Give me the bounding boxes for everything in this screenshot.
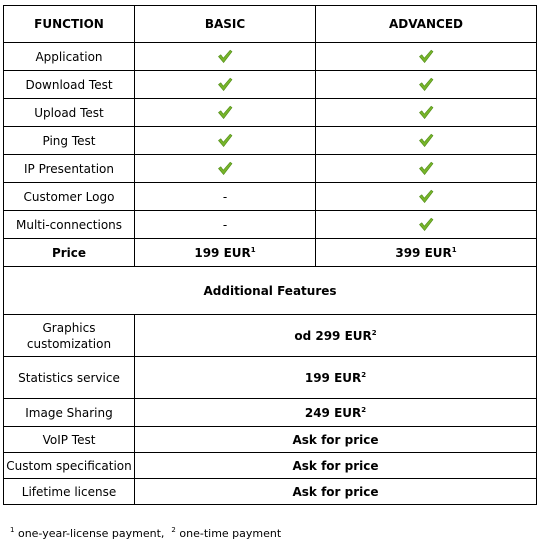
feature-row bbox=[4, 71, 537, 99]
check-icon bbox=[217, 133, 233, 148]
additional-name: Custom specification bbox=[4, 453, 135, 479]
footnote-text-1: one-year-license payment, bbox=[14, 527, 165, 540]
footnote-mark-2: 2 bbox=[171, 526, 176, 534]
additional-price bbox=[135, 453, 537, 479]
basic-price bbox=[135, 239, 316, 267]
feature-row bbox=[4, 43, 537, 71]
additional-name: VoIP Test bbox=[4, 427, 135, 453]
additional-price-value: Ask for price bbox=[292, 484, 379, 499]
basic-value bbox=[135, 155, 316, 183]
advanced-value bbox=[316, 71, 537, 99]
advanced-value bbox=[316, 43, 537, 71]
footnote bbox=[10, 527, 281, 540]
check-icon bbox=[418, 77, 434, 92]
additional-price-note: 2 bbox=[361, 405, 367, 414]
feature-row bbox=[4, 99, 537, 127]
feature-row bbox=[4, 211, 537, 239]
additional-price-value: Ask for price bbox=[292, 458, 379, 473]
feature-name: Customer Logo bbox=[4, 183, 135, 211]
basic-price-value: 199 EUR bbox=[194, 245, 251, 260]
header-row bbox=[4, 6, 537, 43]
advanced-price-value: 399 EUR bbox=[395, 245, 452, 260]
check-icon bbox=[418, 105, 434, 120]
feature-name: Download Test bbox=[4, 71, 135, 99]
additional-price bbox=[135, 315, 537, 357]
additional-price-value: od 299 EUR bbox=[294, 328, 372, 343]
feature-row bbox=[4, 127, 537, 155]
additional-row bbox=[4, 357, 537, 399]
additional-price bbox=[135, 427, 537, 453]
price-row bbox=[4, 239, 537, 267]
additional-price-value: Ask for price bbox=[292, 432, 379, 447]
additional-row bbox=[4, 479, 537, 505]
check-icon bbox=[418, 133, 434, 148]
advanced-value bbox=[316, 127, 537, 155]
feature-row bbox=[4, 155, 537, 183]
footnote-text-2: one-time payment bbox=[175, 527, 282, 540]
check-icon bbox=[217, 161, 233, 176]
check-icon bbox=[217, 77, 233, 92]
additional-name: Lifetime license bbox=[4, 479, 135, 505]
price-label: Price bbox=[4, 239, 135, 267]
additional-price-value: 199 EUR bbox=[304, 370, 362, 385]
advanced-value bbox=[316, 211, 537, 239]
additional-price bbox=[135, 479, 537, 505]
basic-value: - bbox=[135, 183, 316, 211]
additional-row bbox=[4, 399, 537, 427]
additional-row bbox=[4, 453, 537, 479]
check-icon bbox=[418, 49, 434, 64]
basic-value bbox=[135, 43, 316, 71]
additional-price-note: 2 bbox=[371, 328, 377, 337]
additional-price bbox=[135, 399, 537, 427]
additional-name: Statistics service bbox=[4, 357, 135, 399]
basic-value bbox=[135, 99, 316, 127]
header-basic: BASIC bbox=[135, 6, 316, 43]
feature-name: Ping Test bbox=[4, 127, 135, 155]
header-function: FUNCTION bbox=[4, 6, 135, 43]
check-icon bbox=[418, 161, 434, 176]
check-icon bbox=[418, 189, 434, 204]
basic-value: - bbox=[135, 211, 316, 239]
additional-price-note: 2 bbox=[361, 370, 367, 379]
additional-name: Graphics customization bbox=[4, 315, 135, 357]
header-advanced: ADVANCED bbox=[316, 6, 537, 43]
feature-name: Multi-connections bbox=[4, 211, 135, 239]
advanced-value bbox=[316, 99, 537, 127]
feature-name: IP Presentation bbox=[4, 155, 135, 183]
additional-price bbox=[135, 357, 537, 399]
basic-price-note: 1 bbox=[250, 245, 256, 254]
basic-value bbox=[135, 71, 316, 99]
advanced-price bbox=[316, 239, 537, 267]
check-icon bbox=[217, 105, 233, 120]
advanced-price-note: 1 bbox=[451, 245, 457, 254]
additional-row bbox=[4, 427, 537, 453]
feature-name: Application bbox=[4, 43, 135, 71]
additional-features-title: Additional Features bbox=[4, 267, 537, 315]
pricing-table bbox=[3, 5, 537, 505]
advanced-value bbox=[316, 183, 537, 211]
check-icon bbox=[418, 217, 434, 232]
additional-title-row bbox=[4, 267, 537, 315]
advanced-value bbox=[316, 155, 537, 183]
additional-row bbox=[4, 315, 537, 357]
check-icon bbox=[217, 49, 233, 64]
feature-row bbox=[4, 183, 537, 211]
additional-name: Image Sharing bbox=[4, 399, 135, 427]
footnote-mark-1: 1 bbox=[10, 526, 15, 534]
feature-name: Upload Test bbox=[4, 99, 135, 127]
additional-price-value: 249 EUR bbox=[304, 405, 362, 420]
basic-value bbox=[135, 127, 316, 155]
